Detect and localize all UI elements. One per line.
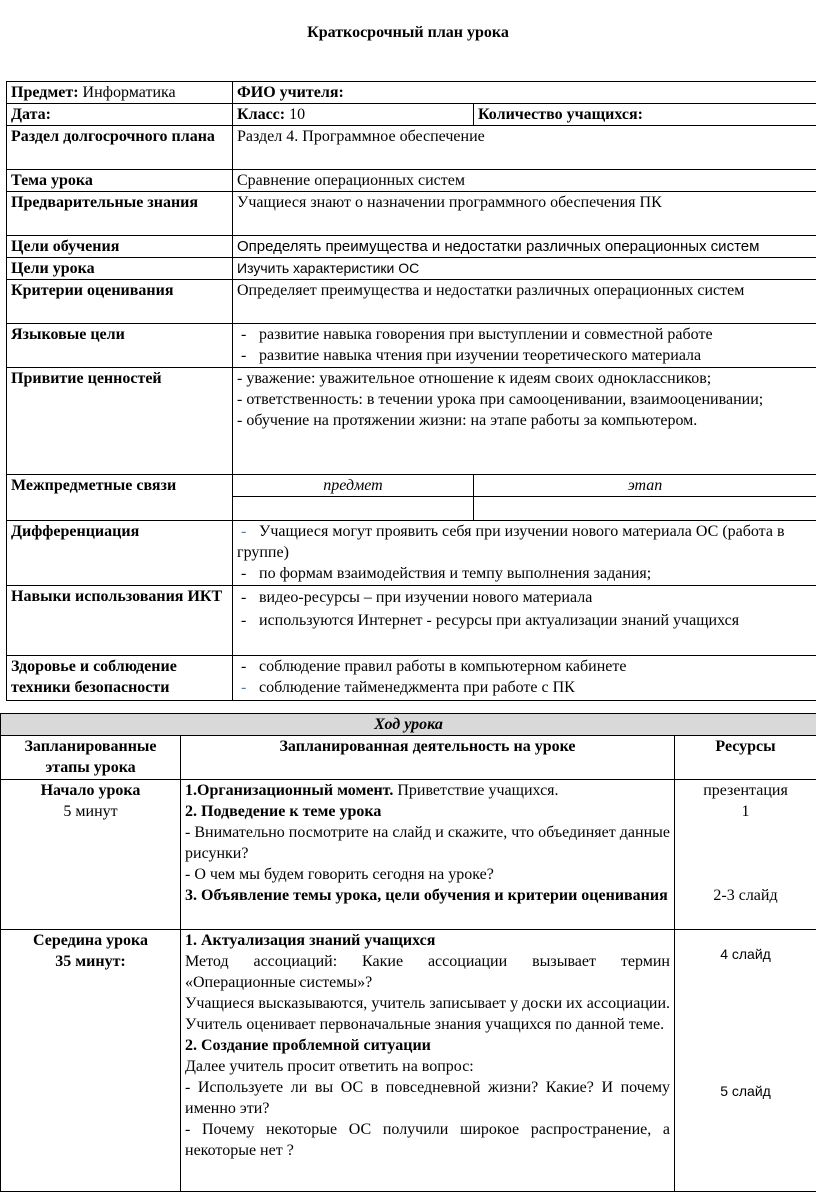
start-stage: Начало урока	[5, 780, 176, 801]
mid-stage: Середина урока	[5, 930, 176, 951]
mid-time: 35 минут:	[5, 951, 176, 972]
middle-row	[1, 930, 816, 1192]
start-res2: 1	[679, 801, 812, 822]
class-cell	[233, 104, 474, 126]
start-stage-cell	[1, 780, 181, 930]
diff-list	[233, 521, 816, 586]
ict-label: Навыки использования ИКТ	[7, 586, 233, 656]
course-heading-row	[1, 714, 816, 736]
cross-label: Межпредметные связи	[7, 475, 233, 521]
start-p1-text: Приветствие учащихся.	[393, 782, 558, 799]
subject-row	[7, 82, 816, 104]
middle-activity	[181, 930, 675, 1192]
date-label: Дата:	[7, 104, 233, 126]
start-p1	[185, 780, 670, 801]
mid-res2: 5 слайд	[679, 1081, 812, 1102]
list-item: - Учащиеся могут проявить себя при изучении нового материала ОС (работа в группе)	[237, 521, 812, 563]
mid-p2: Учащиеся высказываются, учитель записывает у доски их ассоциации. Учитель оценивает первоначальные знания учащихся по данной теме.	[185, 993, 670, 1035]
list-item: - соблюдение правил работы в компьютерном кабинете	[237, 656, 812, 677]
mid-h2: 2. Создание проблемной ситуации	[185, 1035, 670, 1056]
values-item-2: - ответственность: в течении урока при самооценивании, взаимооценивании;	[237, 389, 812, 410]
prior-label: Предварительные знания	[7, 192, 233, 236]
lesson-info-table	[6, 81, 816, 701]
col-stages-header: Запланированные этапы урока	[1, 736, 181, 780]
prior-value: Учащиеся знают о назначении программного обеспечения ПК	[233, 192, 816, 236]
criteria-value: Определяет преимущества и недостатки различных операционных систем	[233, 280, 816, 324]
start-p3: - Внимательно посмотрите на слайд и скажите, что объединяет данные рисунки?	[185, 822, 670, 864]
health-list	[233, 656, 816, 701]
prior-row	[7, 192, 816, 236]
section-row	[7, 126, 816, 170]
class-label: Класс:	[237, 106, 285, 123]
criteria-label: Критерии оценивания	[7, 280, 233, 324]
mid-p4: - Используете ли вы ОС в повседневной жизни? Какие? И почему именно эти?	[185, 1077, 670, 1119]
learning-goals-row	[7, 236, 816, 258]
mid-p5: - Почему некоторые ОС получили широкое распространение, а некоторые нет ?	[185, 1119, 670, 1161]
col-activity-header: Запланированная деятельность на уроке	[181, 736, 675, 780]
list-item: - по формам взаимодействия и темпу выполнения задания;	[237, 563, 812, 584]
list-item: - развитие навыка говорения при выступлении и совместной работе	[237, 324, 812, 345]
middle-resources	[675, 930, 816, 1192]
health-label: Здоровье и соблюдение техники безопасности	[7, 656, 233, 701]
ict-item-2: используются Интернет - ресурсы при актуализации знаний учащихся	[259, 612, 739, 629]
col-resources-header: Ресурсы	[675, 736, 816, 780]
values-list	[233, 368, 816, 475]
lesson-goals-label: Цели урока	[7, 258, 233, 280]
start-row	[1, 780, 816, 930]
cross-subject-cell	[233, 497, 474, 521]
cross-stage-header: этап	[474, 475, 816, 497]
mid-res1: 4 слайд	[679, 944, 812, 965]
start-p4: - О чем мы будем говорить сегодня на уроке?	[185, 864, 670, 885]
diff-label: Дифференциация	[7, 521, 233, 586]
start-p1-bold: 1.Организационный момент.	[185, 782, 393, 799]
date-row	[7, 104, 816, 126]
mid-p1: Метод ассоциаций: Какие ассоциации вызывает термин «Операционные системы»?	[185, 951, 670, 993]
course-heading: Ход урока	[1, 714, 816, 736]
language-item-2: развитие навыка чтения при изучении теоретического материала	[259, 347, 701, 364]
section-label: Раздел долгосрочного плана	[7, 126, 233, 170]
teacher-label: ФИО учителя:	[233, 82, 816, 104]
values-row	[7, 368, 816, 475]
topic-label: Тема урока	[7, 170, 233, 192]
section-value: Раздел 4. Программное обеспечение	[233, 126, 816, 170]
cross-stage-cell	[474, 497, 816, 521]
diff-item-1: Учащиеся могут проявить себя при изучении нового материала ОС (работа в группе)	[237, 523, 785, 561]
start-res1: презентация	[679, 780, 812, 801]
values-item-3: - обучение на протяжении жизни: на этапе работы за компьютером.	[237, 410, 812, 431]
topic-row	[7, 170, 816, 192]
start-time: 5 минут	[5, 801, 176, 822]
values-label: Привитие ценностей	[7, 368, 233, 475]
language-label: Языковые цели	[7, 324, 233, 368]
ict-list	[233, 586, 816, 656]
subject-cell	[7, 82, 233, 104]
students-label: Количество учащихся:	[474, 104, 816, 126]
list-item: - развитие навыка чтения при изучении теоретического материала	[237, 345, 812, 366]
list-item: - используются Интернет - ресурсы при актуализации знаний учащихся	[237, 610, 812, 631]
criteria-row	[7, 280, 816, 324]
diff-item-2: по формам взаимодействия и темпу выполнения задания;	[259, 565, 651, 582]
start-res3: 2-3 слайд	[679, 885, 812, 906]
start-resources	[675, 780, 816, 930]
topic-value: Сравнение операционных систем	[233, 170, 816, 192]
list-item: - видео-ресурсы – при изучении нового материала	[237, 587, 812, 608]
subject-value: Информатика	[83, 84, 176, 101]
values-item-1: - уважение: уважительное отношение к идеям своих одноклассников;	[237, 368, 812, 389]
course-header-row	[1, 736, 816, 780]
class-value: 10	[289, 106, 305, 123]
learning-goals-label: Цели обучения	[7, 236, 233, 258]
lesson-course-table	[0, 713, 816, 1192]
subject-label: Предмет:	[11, 84, 79, 101]
start-activity	[181, 780, 675, 930]
mid-p3: Далее учитель просит ответить на вопрос:	[185, 1056, 670, 1077]
health-item-2: соблюдение тайменеджмента при работе с ПК	[259, 679, 575, 696]
health-row	[7, 656, 816, 701]
start-p2: 2. Подведение к теме урока	[185, 801, 670, 822]
middle-stage-cell	[1, 930, 181, 1192]
cross-row-1	[7, 475, 816, 497]
mid-h1: 1. Актуализация знаний учащихся	[185, 930, 670, 951]
document-title: Краткосрочный план урока	[0, 24, 816, 42]
start-p5: 3. Объявление темы урока, цели обучения и критерии оценивания	[185, 885, 670, 906]
list-item: - соблюдение тайменеджмента при работе с ПК	[237, 677, 812, 698]
lesson-goals-value: Изучить характеристики ОС	[233, 258, 816, 280]
learning-goals-value: Определять преимущества и недостатки различных операционных систем	[233, 236, 816, 258]
ict-item-1: видео-ресурсы – при изучении нового материала	[259, 589, 592, 606]
diff-row	[7, 521, 816, 586]
lesson-goals-row	[7, 258, 816, 280]
language-item-1: развитие навыка говорения при выступлении и совместной работе	[259, 326, 713, 343]
ict-row	[7, 586, 816, 656]
cross-subject-header: предмет	[233, 475, 474, 497]
health-item-1: соблюдение правил работы в компьютерном кабинете	[259, 658, 626, 675]
language-list	[233, 324, 816, 368]
language-row	[7, 324, 816, 368]
